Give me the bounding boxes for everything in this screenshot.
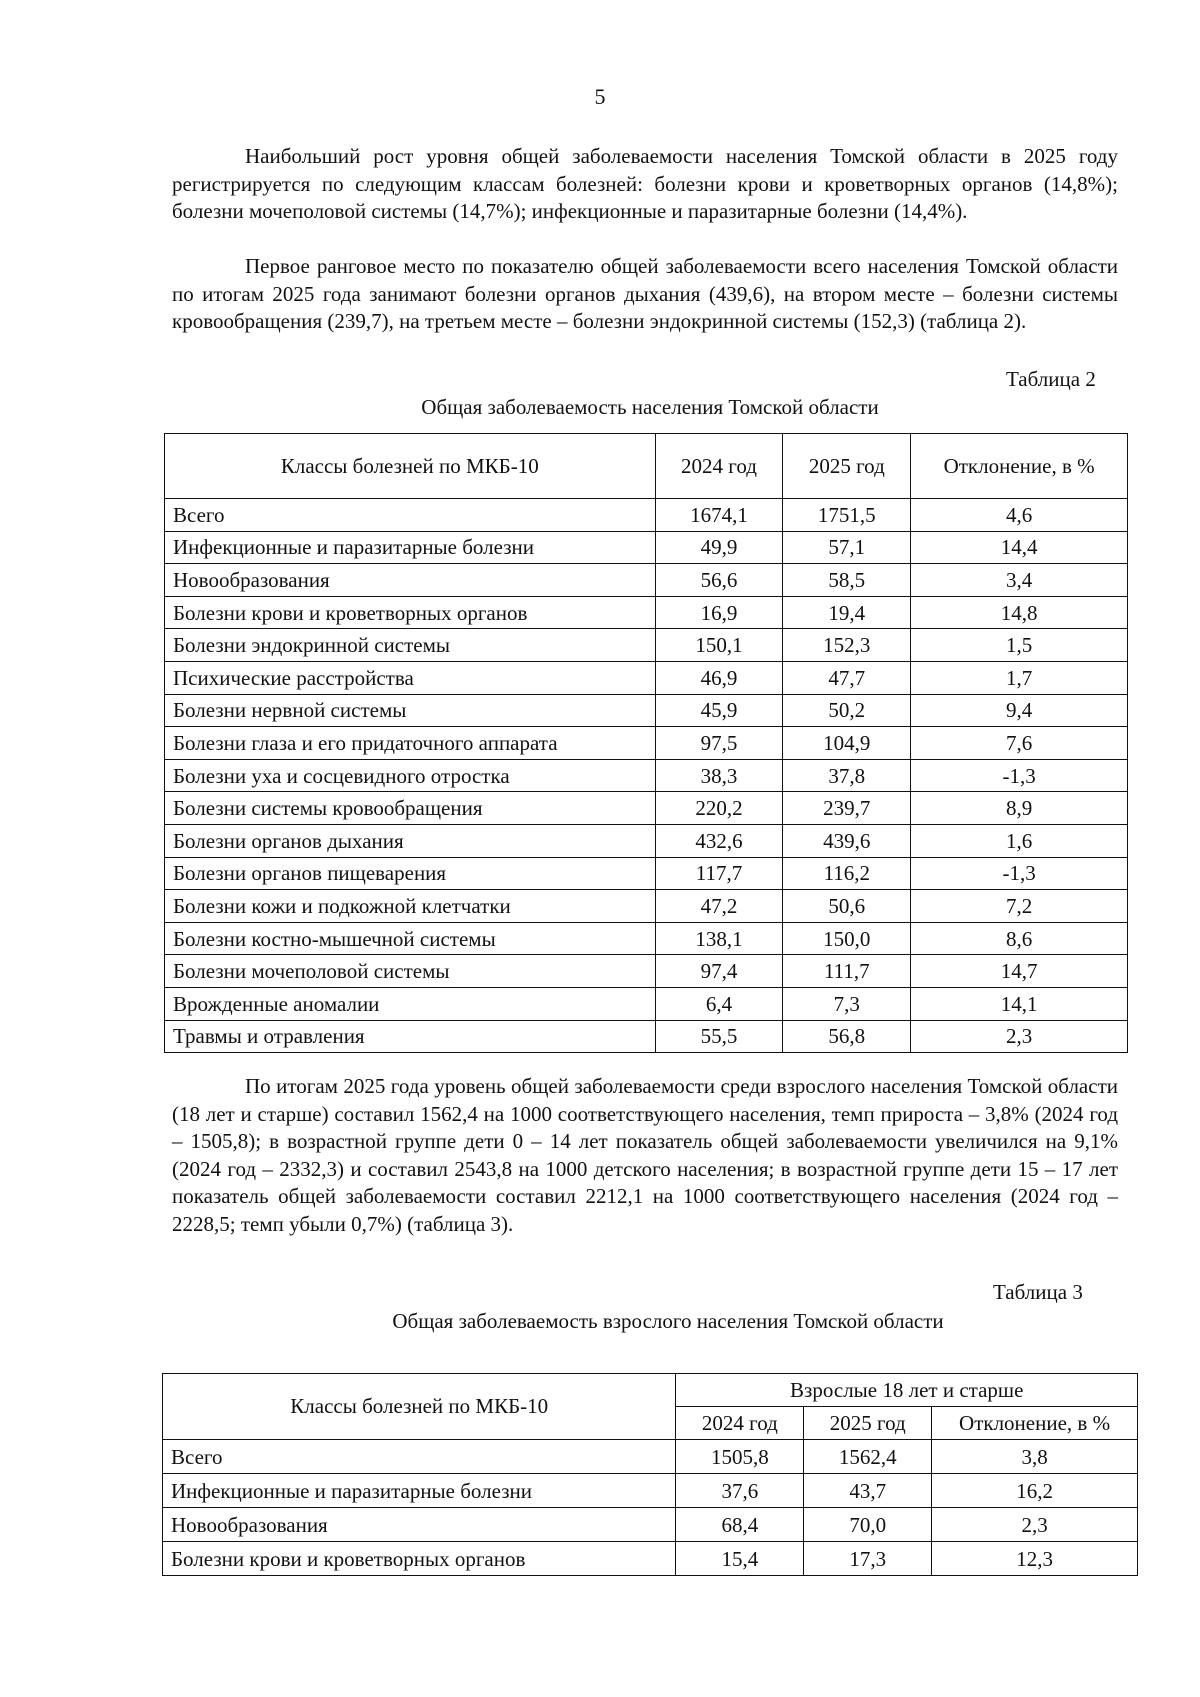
value-2025-cell: 70,0 [804,1508,932,1542]
table-3 [162,1373,1138,1576]
paragraph-1 [172,143,1118,226]
paragraph-3-text: По итогам 2025 года уровень общей заболеваемости среди взрослого населения Томской области (18 лет и старше) составил 1562,4 на 1000 соответствующего населения, темп прироста – 3,8% (2024 год – 1505,8); в возрастной группе дети 0 – 14 лет показатель общей заболеваемости увеличился на 9,1% (2024 год – 2332,3) и составил 2543,8 на 1000 детского населения; в возрастной группе дети 15 – 17 лет показатель общей заболеваемости составил 2212,1 на 1000 соответствующего населения (2024 год – 2228,5; темп убыли 0,7%) (таблица 3). [172,1074,1118,1236]
disease-class-cell: Болезни крови и кроветворных органов [163,1542,676,1576]
value-2024-cell: 37,6 [676,1474,804,1508]
value-2025-cell: 50,2 [783,694,911,727]
value-2025-cell: 104,9 [783,727,911,760]
value-2024-cell: 49,9 [655,531,783,564]
table-3-header-2025: 2025 год [804,1407,932,1440]
table-row [165,922,1128,955]
deviation-cell: 1,5 [911,629,1128,662]
value-2024-cell: 150,1 [655,629,783,662]
table-3-header-2024: 2024 год [676,1407,804,1440]
table-row [165,727,1128,760]
deviation-cell: 2,3 [911,1020,1128,1053]
disease-class-cell: Болезни органов дыхания [165,824,656,857]
paragraph-3 [172,1073,1118,1238]
value-2024-cell: 46,9 [655,661,783,694]
disease-class-cell: Болезни костно-мышечной системы [165,922,656,955]
value-2025-cell: 1751,5 [783,499,911,532]
disease-class-cell: Новообразования [165,564,656,597]
value-2024-cell: 55,5 [655,1020,783,1053]
deviation-cell: 3,4 [911,564,1128,597]
value-2025-cell: 50,6 [783,890,911,923]
disease-class-cell: Всего [163,1440,676,1474]
value-2024-cell: 47,2 [655,890,783,923]
table-row [163,1440,1138,1474]
value-2024-cell: 138,1 [655,922,783,955]
value-2025-cell: 1562,4 [804,1440,932,1474]
disease-class-cell: Врожденные аномалии [165,987,656,1020]
table-row [165,890,1128,923]
disease-class-cell: Болезни мочеполовой системы [165,955,656,988]
disease-class-cell: Инфекционные и паразитарные болезни [163,1474,676,1508]
value-2024-cell: 38,3 [655,759,783,792]
value-2024-cell: 432,6 [655,824,783,857]
value-2024-cell: 68,4 [676,1508,804,1542]
disease-class-cell: Болезни кожи и подкожной клетчатки [165,890,656,923]
value-2025-cell: 56,8 [783,1020,911,1053]
table-3-title-text: Общая заболеваемость взрослого населения Томской области [392,1309,944,1333]
table-row [163,1508,1138,1542]
deviation-cell: 7,6 [911,727,1128,760]
disease-class-cell: Болезни уха и сосцевидного отростка [165,759,656,792]
value-2025-cell: 116,2 [783,857,911,890]
table-row [165,661,1128,694]
table-3-header-group: Взрослые 18 лет и старше [676,1374,1138,1407]
table-2-header-2025: 2025 год [783,434,911,499]
value-2025-cell: 152,3 [783,629,911,662]
table-2 [164,433,1128,1053]
value-2024-cell: 1674,1 [655,499,783,532]
value-2025-cell: 58,5 [783,564,911,597]
disease-class-cell: Психические расстройства [165,661,656,694]
value-2024-cell: 97,5 [655,727,783,760]
table-row [165,824,1128,857]
table-2-title-text: Общая заболеваемость населения Томской области [421,395,879,419]
deviation-cell: 8,9 [911,792,1128,825]
table-row [165,987,1128,1020]
disease-class-cell: Болезни крови и кроветворных органов [165,596,656,629]
value-2024-cell: 117,7 [655,857,783,890]
table-row [165,759,1128,792]
deviation-cell: 4,6 [911,499,1128,532]
paragraph-1-text: Наибольший рост уровня общей заболеваемости населения Томской области в 2025 году регистрируется по следующим классам болезней: болезни крови и кроветворных органов (14,8%); болезни мочеполовой системы (14,7%); инфекционные и паразитарные болезни (14,4%). [172,144,1118,223]
table-row [165,694,1128,727]
table-3-header-deviation: Отклонение, в % [932,1407,1138,1440]
value-2025-cell: 439,6 [783,824,911,857]
table-3-title [0,1308,1200,1335]
value-2024-cell: 15,4 [676,1542,804,1576]
table-row [165,792,1128,825]
value-2024-cell: 220,2 [655,792,783,825]
value-2024-cell: 1505,8 [676,1440,804,1474]
table-2-header-row [165,434,1128,499]
value-2024-cell: 16,9 [655,596,783,629]
table-2-header-deviation: Отклонение, в % [911,434,1128,499]
value-2024-cell: 56,6 [655,564,783,597]
table-row [165,596,1128,629]
deviation-cell: 16,2 [932,1474,1138,1508]
deviation-cell: 14,4 [911,531,1128,564]
table-row [165,629,1128,662]
table-3-label: Таблица 3 [993,1280,1083,1304]
table-3-header-class: Классы болезней по МКБ-10 [163,1374,676,1440]
deviation-cell: 2,3 [932,1508,1138,1542]
disease-class-cell: Новообразования [163,1508,676,1542]
paragraph-2-text: Первое ранговое место по показателю общей заболеваемости всего населения Томской области по итогам 2025 года занимают болезни органов дыхания (439,6), на втором месте – болезни системы кровообращения (239,7), на третьем месте – болезни эндокринной системы (152,3) (таблица 2). [172,254,1118,333]
value-2024-cell: 6,4 [655,987,783,1020]
table-2-title [164,394,1200,421]
disease-class-cell: Болезни органов пищеварения [165,857,656,890]
deviation-cell: 7,2 [911,890,1128,923]
value-2025-cell: 17,3 [804,1542,932,1576]
table-2-header-class: Классы болезней по МКБ-10 [165,434,656,499]
deviation-cell: 1,7 [911,661,1128,694]
deviation-cell: 8,6 [911,922,1128,955]
deviation-cell: -1,3 [911,759,1128,792]
deviation-cell: 14,1 [911,987,1128,1020]
deviation-cell: 14,8 [911,596,1128,629]
value-2025-cell: 57,1 [783,531,911,564]
deviation-cell: 12,3 [932,1542,1138,1576]
deviation-cell: 1,6 [911,824,1128,857]
value-2024-cell: 97,4 [655,955,783,988]
table-row [165,499,1128,532]
table-row [163,1474,1138,1508]
value-2025-cell: 43,7 [804,1474,932,1508]
disease-class-cell: Болезни нервной системы [165,694,656,727]
value-2024-cell: 45,9 [655,694,783,727]
table-row [165,1020,1128,1053]
table-2-label: Таблица 2 [1006,367,1096,391]
disease-class-cell: Болезни глаза и его придаточного аппарата [165,727,656,760]
page-number: 5 [594,84,606,109]
disease-class-cell: Болезни эндокринной системы [165,629,656,662]
disease-class-cell: Болезни системы кровообращения [165,792,656,825]
deviation-cell: -1,3 [911,857,1128,890]
deviation-cell: 14,7 [911,955,1128,988]
table-row [163,1542,1138,1576]
value-2025-cell: 47,7 [783,661,911,694]
table-row [165,857,1128,890]
deviation-cell: 9,4 [911,694,1128,727]
table-2-header-2024: 2024 год [655,434,783,499]
table-row [165,955,1128,988]
disease-class-cell: Всего [165,499,656,532]
value-2025-cell: 111,7 [783,955,911,988]
table-row [165,564,1128,597]
table-row [165,531,1128,564]
value-2025-cell: 19,4 [783,596,911,629]
table-3-header-row-1 [163,1374,1138,1407]
value-2025-cell: 37,8 [783,759,911,792]
disease-class-cell: Травмы и отравления [165,1020,656,1053]
disease-class-cell: Инфекционные и паразитарные болезни [165,531,656,564]
value-2025-cell: 150,0 [783,922,911,955]
paragraph-2 [172,253,1118,336]
value-2025-cell: 7,3 [783,987,911,1020]
value-2025-cell: 239,7 [783,792,911,825]
deviation-cell: 3,8 [932,1440,1138,1474]
